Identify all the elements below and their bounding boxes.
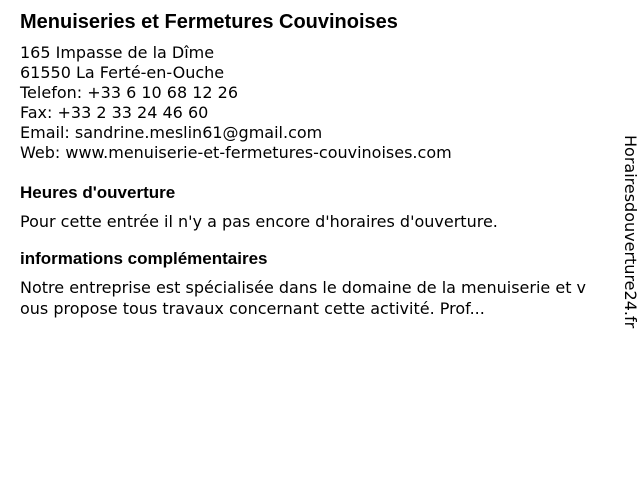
website: Web: www.menuiserie-et-fermetures-couvinoises.com [20, 143, 452, 162]
site-brand-label: Horairesdouverture24.fr [621, 135, 640, 329]
opening-hours-heading: Heures d'ouverture [20, 183, 176, 202]
contact-block [20, 43, 590, 163]
additional-info-heading: informations complémentaires [20, 249, 268, 268]
fax-number: Fax: +33 2 33 24 46 60 [20, 103, 209, 122]
city-address: 61550 La Ferté-en-Ouche [20, 63, 225, 82]
phone-number: Telefon: +33 6 10 68 12 26 [20, 83, 239, 102]
opening-hours-text: Pour cette entrée il n'y a pas encore d'horaires d'ouverture. [20, 212, 498, 231]
business-name: Menuiseries et Fermetures Couvinoises [20, 11, 398, 33]
street-address: 165 Impasse de la Dîme [20, 43, 215, 62]
business-card [20, 10, 590, 319]
additional-info-text: Notre entreprise est spécialisée dans le domaine de la menuiserie et vous propose tous travaux concernant cette activité. Prof... [20, 278, 587, 318]
email-address: Email: sandrine.meslin61@gmail.com [20, 123, 323, 142]
